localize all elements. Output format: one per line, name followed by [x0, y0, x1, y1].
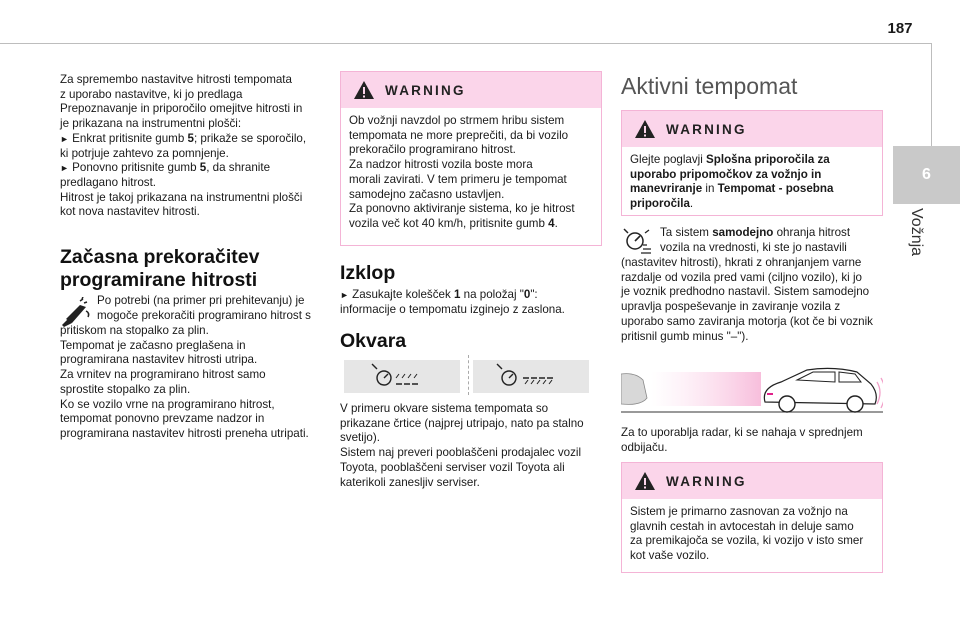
page-number: 187 — [887, 20, 913, 37]
divider — [468, 355, 469, 395]
warning-header — [622, 463, 882, 499]
fault-display-2 — [473, 360, 589, 393]
section-heading-izklop: Izklop — [340, 262, 396, 284]
warning-triangle-icon — [634, 119, 656, 139]
side-rule — [931, 43, 932, 163]
bullet-arrow-icon: ► — [340, 290, 349, 300]
okvara-paragraph: V primeru okvare sistema tempomata so prikazane črtice (najprej utripajo, nato pa stalno svetijo). Sistem naj preveri pooblaščeni prodajalec vozil Toyota, pooblaščeni serviser vozil Toyota ali katerikoli zanesljiv serviser. — [340, 402, 584, 489]
fault-display-1 — [344, 360, 460, 393]
radar-car-illustration — [621, 360, 883, 414]
warning-box-downhill — [340, 71, 602, 246]
header-rule — [0, 43, 931, 44]
adaptive-cruise-icon — [621, 227, 653, 255]
radar-paragraph: Za to uporablja radar, ki se nahaja v sprednjem odbijaču. — [621, 426, 863, 454]
bullet-arrow-icon: ► — [60, 133, 69, 144]
intro-paragraph: Za spremembo nastavitve hitrosti tempomata z uporabo nastavitve, ki jo predlaga Prepoznavanje in priporočilo omejitve hitrosti in je prikazana na instrumentni plošči: ► Enkrat pritisnite gumb 5; prikaže se sporočilo, ki potrjuje zahtevo za pomnjenje. ► Ponovno pritisnite gumb 5, da shranite predlagano hitrost. Hitrost je takoj prikazana na instrumentni plošči kot nova nastavitev hitrosti. — [60, 73, 330, 220]
section-heading-active-cruise: Aktivni tempomat — [621, 73, 798, 99]
warning-body: Ob vožnji navzdol po strmem hribu sistem tempomata ne more preprečiti, da bi vozilo prekoračilo programirano hitrost. Za nadzor hitrosti vozila boste mora morali zavirati. V tem primeru je tempomat samodejno začasno ustavljen. Za ponovno aktiviranje sistema, ko je hitrost vozila več kot 40 km/h, pritisnite gumb 4. — [349, 114, 575, 230]
warning-body: Glejte poglavji Splošna priporočila za uporabo pripomočkov za vožnjo in manevriranje in Tempomat - posebna priporočila. — [630, 153, 834, 211]
warning-header — [341, 72, 601, 108]
warning-box-main-roads — [621, 462, 883, 573]
step-1: ► Enkrat pritisnite gumb 5; prikaže se sporočilo, — [60, 131, 307, 145]
active-cruise-body: (nastavitev hitrosti), hkrati z ohranjanjem varne razdalje od vozila pred vami (ciljno vozilo), ki jo je voznik predhodno nastavil. Sistem samodejno upravlja pospeševanje in zaviranje vozila z uporabo samo zaviranja motorja (kot če bi voznik pritisnil gumb minus "–"). — [621, 256, 873, 343]
exceed-body: pritiskom na stopalko za plin. Tempomat je začasno preglašena in programirana nastavitev hitrosti utripa. Za vrnitev na programirano hitrost samo sprostite stopalko za plin. Ko se vozilo vrne na programirano hitrost, tempomat ponovno prevzame nadzor in programirana nastavitev hitrosti preneha utripati. — [60, 324, 309, 440]
chapter-tab[interactable]: 6 — [893, 146, 960, 204]
warning-body: Sistem je primarno zasnovan za vožnjo na glavnih cestah in avtocestah in deluje samo za premikajoča se vozila, ki vozijo v isto smer kot vaše vozilo. — [630, 505, 864, 563]
warning-box-see-chapters — [621, 110, 883, 216]
warning-title: WARNING — [666, 121, 747, 137]
warning-header — [622, 111, 882, 147]
exceed-icon-paragraph: Po potrebi (na primer pri prehitevanju) je mogoče prekoračiti programirano hitrost s — [97, 294, 311, 322]
izklop-paragraph: ► Zasukajte kolešček 1 na položaj "0": informacije o tempomatu izginejo z zaslona. — [340, 288, 565, 316]
warning-title: WARNING — [385, 82, 466, 98]
section-heading-okvara: Okvara — [340, 330, 407, 352]
chapter-label: Vožnja — [908, 208, 925, 257]
step-2: ► Ponovno pritisnite gumb 5, da shranite — [60, 161, 271, 175]
warning-title: WARNING — [666, 473, 747, 489]
bullet-arrow-icon: ► — [60, 163, 69, 174]
cruise-fault-icon — [473, 360, 589, 393]
warning-triangle-icon — [634, 471, 656, 491]
active-cruise-icon-paragraph: Ta sistem samodejno ohranja hitrost vozila na vrednosti, ki ste jo nastavili — [660, 226, 851, 254]
warning-triangle-icon — [353, 80, 375, 100]
cruise-fault-icon — [344, 360, 460, 393]
section-heading-exceed: Začasna prekoračitev programirane hitrosti — [60, 246, 260, 291]
